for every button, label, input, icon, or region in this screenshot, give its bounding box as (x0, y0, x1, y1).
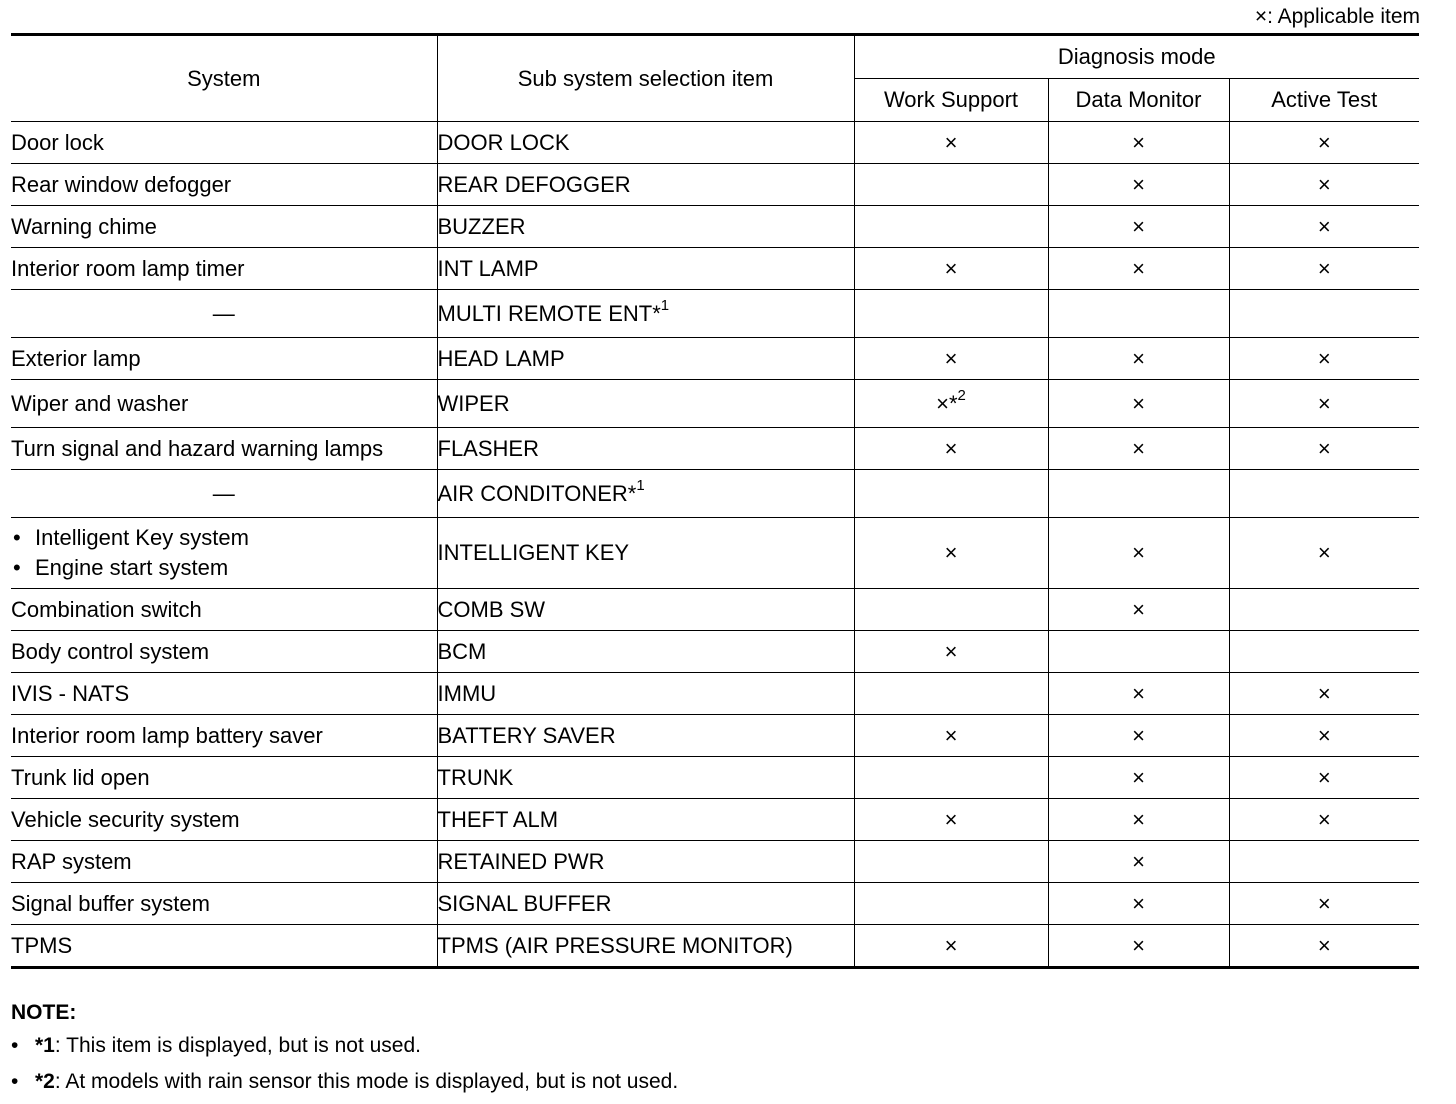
system-cell-text: Trunk lid open (11, 764, 150, 790)
data-monitor-cell-text: × (1132, 596, 1145, 622)
active-test-cell (1229, 799, 1419, 841)
sub-system-cell-text: TRUNK (437, 764, 514, 790)
system-cell-text: Wiper and washer (11, 390, 189, 416)
work-support-cell (854, 757, 1048, 799)
data-monitor-cell (1048, 589, 1229, 631)
work-support-cell-text: × (944, 806, 958, 832)
work-support-cell (854, 428, 1048, 470)
system-cell (11, 883, 437, 925)
active-test-cell (1229, 883, 1419, 925)
sub-system-cell-text: WIPER (437, 390, 510, 416)
data-monitor-cell-text: × (1132, 932, 1145, 958)
system-cell (11, 380, 437, 428)
active-test-cell-text: × (1317, 390, 1331, 416)
notes-section (11, 998, 678, 1100)
system-cell (11, 715, 437, 757)
data-monitor-cell (1048, 428, 1229, 470)
sub-system-cell (437, 715, 854, 757)
work-support-cell (854, 589, 1048, 631)
note-text: : This item is displayed, but is not used. (54, 1034, 421, 1057)
work-support-cell (854, 518, 1048, 589)
system-cell (11, 673, 437, 715)
data-monitor-cell-text: × (1132, 680, 1145, 706)
data-monitor-cell-text: × (1132, 345, 1145, 371)
data-monitor-cell-text: × (1132, 890, 1145, 916)
system-cell-text: RAP system (11, 848, 132, 874)
header-data-monitor: Data Monitor (1048, 79, 1229, 122)
active-test-cell-text: × (1317, 806, 1331, 832)
system-cell-text: Interior room lamp timer (11, 255, 245, 281)
work-support-cell-text: × (944, 932, 958, 958)
work-support-cell-text: × (944, 638, 958, 664)
sub-system-cell (437, 248, 854, 290)
work-support-cell (854, 290, 1048, 338)
data-monitor-cell (1048, 757, 1229, 799)
data-monitor-cell-text: × (1132, 213, 1145, 239)
table-row (11, 673, 1419, 715)
data-monitor-cell (1048, 206, 1229, 248)
active-test-cell-text: × (1317, 932, 1331, 958)
header-diagnosis-mode: Diagnosis mode (854, 35, 1419, 79)
sub-system-cell-text: HEAD LAMP (437, 345, 565, 371)
sub-system-cell-text: TPMS (AIR PRESSURE MONITOR) (437, 932, 793, 958)
system-cell (11, 290, 437, 338)
system-cell-text: — (212, 300, 235, 326)
active-test-cell (1229, 380, 1419, 428)
table-row (11, 631, 1419, 673)
sub-system-cell-text: MULTI REMOTE ENT* (437, 300, 661, 326)
sub-system-cell-text: INT LAMP (437, 255, 539, 281)
table-row (11, 715, 1419, 757)
system-cell-text: Combination switch (11, 596, 202, 622)
active-test-cell-text: × (1317, 680, 1331, 706)
data-monitor-cell (1048, 338, 1229, 380)
footnote-marker: 2 (957, 387, 966, 405)
table-body (11, 122, 1419, 968)
active-test-cell-text: × (1317, 345, 1331, 371)
active-test-cell (1229, 290, 1419, 338)
sub-system-cell-text: DOOR LOCK (437, 129, 570, 155)
sub-system-cell (437, 338, 854, 380)
table-row (11, 883, 1419, 925)
data-monitor-cell (1048, 673, 1229, 715)
sub-system-cell (437, 428, 854, 470)
data-monitor-cell (1048, 883, 1229, 925)
sub-system-cell (437, 841, 854, 883)
sub-system-cell-text: FLASHER (437, 435, 539, 461)
work-support-cell-text: × (944, 345, 958, 371)
sub-system-cell (437, 122, 854, 164)
data-monitor-cell-text: × (1132, 171, 1145, 197)
sub-system-cell-text: THEFT ALM (437, 806, 559, 832)
data-monitor-cell (1048, 122, 1229, 164)
system-cell-text: Vehicle security system (11, 806, 240, 832)
work-support-cell (854, 164, 1048, 206)
active-test-cell (1229, 428, 1419, 470)
table-row (11, 470, 1419, 518)
active-test-cell (1229, 631, 1419, 673)
table-row (11, 589, 1419, 631)
table-row (11, 248, 1419, 290)
system-list-item: • Intelligent Key system (11, 523, 437, 553)
sub-system-cell (437, 518, 854, 589)
work-support-cell (854, 715, 1048, 757)
work-support-cell-text: × (944, 129, 958, 155)
note-title: NOTE: (11, 1001, 77, 1024)
system-cell-text: IVIS - NATS (11, 680, 130, 706)
table-row (11, 206, 1419, 248)
sub-system-cell-text: RETAINED PWR (437, 848, 605, 874)
system-cell-text: Body control system (11, 638, 210, 664)
data-monitor-cell-text: × (1132, 540, 1145, 565)
note-text: : At models with rain sensor this mode is displayed, but is not used. (54, 1070, 679, 1093)
table-row (11, 757, 1419, 799)
active-test-cell (1229, 589, 1419, 631)
active-test-cell (1229, 757, 1419, 799)
note-item: • *1: This item is displayed, but is not used. (11, 1034, 421, 1057)
sub-system-cell (437, 799, 854, 841)
data-monitor-cell (1048, 380, 1229, 428)
table-row (11, 122, 1419, 164)
system-cell-text: Signal buffer system (11, 890, 210, 916)
data-monitor-cell-text: × (1132, 390, 1145, 416)
data-monitor-cell (1048, 925, 1229, 968)
active-test-cell (1229, 925, 1419, 968)
work-support-cell (854, 248, 1048, 290)
work-support-cell (854, 799, 1048, 841)
data-monitor-cell-text: × (1132, 255, 1145, 281)
system-cell-text: — (212, 480, 235, 506)
table-row (11, 290, 1419, 338)
system-cell-text: Warning chime (11, 213, 157, 239)
active-test-cell-text: × (1317, 722, 1331, 748)
sub-system-cell (437, 470, 854, 518)
sub-system-cell (437, 631, 854, 673)
data-monitor-cell (1048, 164, 1229, 206)
sub-system-cell-text: COMB SW (437, 596, 546, 622)
table-row (11, 338, 1419, 380)
sub-system-cell (437, 673, 854, 715)
system-list-item: • Engine start system (11, 553, 437, 583)
work-support-cell (854, 470, 1048, 518)
active-test-cell (1229, 673, 1419, 715)
active-test-cell-text: × (1317, 890, 1331, 916)
data-monitor-cell (1048, 799, 1229, 841)
data-monitor-cell-text: × (1132, 806, 1145, 832)
sub-system-cell (437, 380, 854, 428)
data-monitor-cell (1048, 470, 1229, 518)
system-cell (11, 164, 437, 206)
system-cell (11, 757, 437, 799)
table-row (11, 841, 1419, 883)
system-cell-text: Turn signal and hazard warning lamps (11, 435, 384, 461)
system-cell (11, 631, 437, 673)
system-cell (11, 338, 437, 380)
work-support-cell-text: ×* (936, 390, 958, 416)
system-cell (11, 470, 437, 518)
active-test-cell (1229, 248, 1419, 290)
table-row (11, 925, 1419, 968)
active-test-cell-text: × (1317, 129, 1331, 155)
work-support-cell (854, 380, 1048, 428)
system-cell (11, 248, 437, 290)
active-test-cell (1229, 164, 1419, 206)
data-monitor-cell (1048, 518, 1229, 589)
data-monitor-cell (1048, 715, 1229, 757)
work-support-cell (854, 883, 1048, 925)
system-cell-text: Exterior lamp (11, 345, 141, 371)
data-monitor-cell (1048, 631, 1229, 673)
system-cell (11, 122, 437, 164)
active-test-cell (1229, 206, 1419, 248)
sub-system-cell (437, 757, 854, 799)
table-row (11, 380, 1419, 428)
work-support-cell-text: × (944, 722, 958, 748)
data-monitor-cell-text: × (1132, 764, 1145, 790)
sub-system-cell-text: BUZZER (437, 213, 526, 239)
active-test-cell-text: × (1317, 764, 1331, 790)
active-test-cell (1229, 841, 1419, 883)
sub-system-cell (437, 925, 854, 968)
active-test-cell (1229, 338, 1419, 380)
table-row (11, 428, 1419, 470)
diagnosis-mode-table (11, 33, 1419, 969)
applicable-item-legend: ×: Applicable item (1254, 5, 1420, 28)
active-test-cell (1229, 470, 1419, 518)
sub-system-cell (437, 206, 854, 248)
active-test-cell (1229, 122, 1419, 164)
work-support-cell (854, 925, 1048, 968)
system-cell-text: Interior room lamp battery saver (11, 722, 323, 748)
active-test-cell-text: × (1317, 540, 1331, 565)
sub-system-cell-text: REAR DEFOGGER (437, 171, 631, 197)
header-work-support: Work Support (854, 79, 1048, 122)
footnote-marker: 1 (660, 297, 670, 315)
data-monitor-cell-text: × (1132, 129, 1145, 155)
sub-system-cell (437, 164, 854, 206)
sub-system-cell (437, 883, 854, 925)
work-support-cell-text: × (944, 540, 958, 565)
sub-system-cell-text: AIR CONDITONER* (437, 480, 637, 506)
data-monitor-cell-text: × (1132, 722, 1145, 748)
active-test-cell-text: × (1317, 255, 1331, 281)
work-support-cell (854, 631, 1048, 673)
data-monitor-cell-text: × (1132, 435, 1145, 461)
system-cell (11, 799, 437, 841)
sub-system-cell-text: INTELLIGENT KEY (437, 540, 630, 565)
work-support-cell (854, 841, 1048, 883)
data-monitor-cell-text: × (1132, 848, 1145, 874)
system-cell (11, 841, 437, 883)
table-row (11, 799, 1419, 841)
header-sub-system: Sub system selection item (437, 35, 854, 122)
system-cell (11, 518, 437, 589)
note-ref: *1 (35, 1034, 55, 1057)
system-cell (11, 589, 437, 631)
work-support-cell-text: × (944, 255, 958, 281)
header-active-test: Active Test (1229, 79, 1419, 122)
active-test-cell-text: × (1317, 435, 1331, 461)
system-cell (11, 925, 437, 968)
system-cell-text: Door lock (11, 129, 104, 155)
work-support-cell (854, 338, 1048, 380)
note-item: • *2: At models with rain sensor this mode is displayed, but is not used. (11, 1070, 679, 1093)
active-test-cell (1229, 518, 1419, 589)
sub-system-cell-text: IMMU (437, 680, 497, 706)
note-ref: *2 (35, 1070, 55, 1093)
active-test-cell-text: × (1317, 171, 1331, 197)
table-row (11, 518, 1419, 589)
work-support-cell (854, 122, 1048, 164)
sub-system-cell (437, 290, 854, 338)
system-cell (11, 428, 437, 470)
sub-system-cell-text: BATTERY SAVER (437, 722, 616, 748)
sub-system-cell-text: SIGNAL BUFFER (437, 890, 612, 916)
system-cell-text: TPMS (11, 932, 73, 958)
system-cell (11, 206, 437, 248)
work-support-cell (854, 206, 1048, 248)
work-support-cell-text: × (944, 435, 958, 461)
active-test-cell-text: × (1317, 213, 1331, 239)
active-test-cell (1229, 715, 1419, 757)
header-system: System (11, 35, 437, 122)
work-support-cell (854, 673, 1048, 715)
system-list (11, 523, 437, 583)
data-monitor-cell (1048, 290, 1229, 338)
sub-system-cell (437, 589, 854, 631)
footnote-marker: 1 (636, 477, 645, 495)
data-monitor-cell (1048, 841, 1229, 883)
system-cell-text: Rear window defogger (11, 171, 232, 197)
data-monitor-cell (1048, 248, 1229, 290)
sub-system-cell-text: BCM (437, 638, 487, 664)
table-row (11, 164, 1419, 206)
